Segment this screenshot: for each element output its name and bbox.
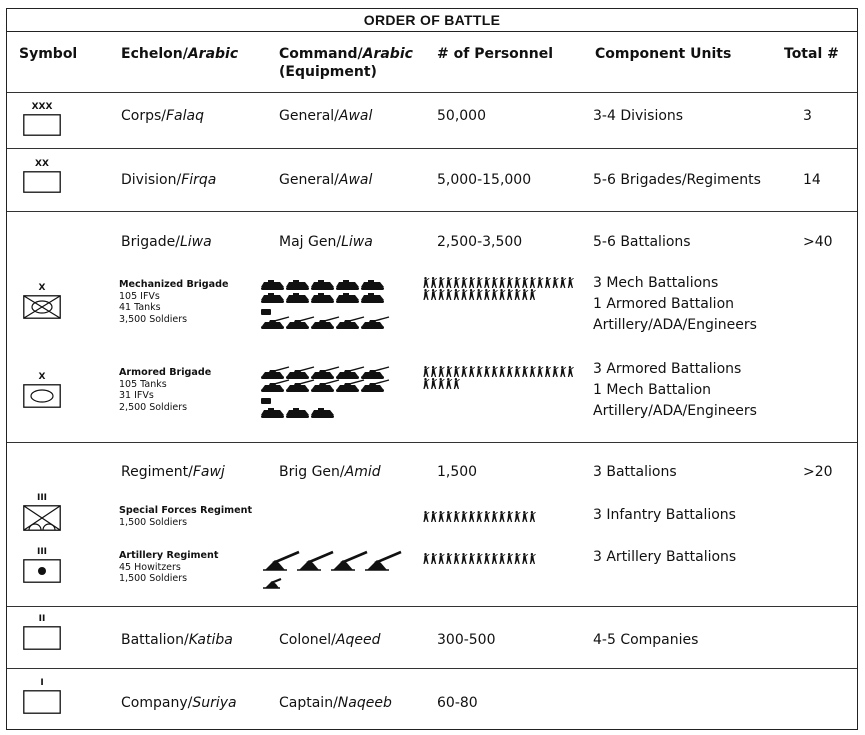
soldier-icon	[446, 378, 452, 389]
soldier-icon	[492, 553, 498, 564]
header-command: Command/Arabic (Equipment)	[279, 46, 413, 80]
partial-vehicle-icon	[261, 309, 271, 315]
battalion-command: Colonel/Aqeed	[279, 632, 381, 648]
division-command: General/Awal	[279, 172, 373, 188]
divider	[7, 442, 857, 443]
brigade-echelon: Brigade/Liwa	[121, 234, 212, 250]
corps-personnel: 50,000	[437, 108, 486, 124]
soldier-icon	[446, 366, 452, 377]
soldier-icon	[499, 366, 505, 377]
soldier-icon	[454, 378, 460, 389]
regiment-command: Brig Gen/Amid	[279, 464, 381, 480]
soldier-icon	[431, 289, 437, 300]
tank-icon	[361, 317, 389, 329]
soldier-icon	[515, 553, 521, 564]
artillery-regiment-soldier-icons	[423, 551, 583, 567]
ifv-icon	[286, 408, 309, 418]
soldier-icon	[507, 277, 513, 288]
corps-echelon: Corps/Falaq	[121, 108, 204, 124]
soldier-icon	[560, 277, 566, 288]
howitzer-icon	[297, 552, 333, 570]
soldier-icon	[515, 366, 521, 377]
header-components: Component Units	[595, 46, 732, 62]
soldier-icon	[530, 277, 536, 288]
soldier-icon	[454, 553, 460, 564]
soldier-icon	[492, 511, 498, 522]
tank-icon	[311, 380, 339, 392]
divider	[7, 211, 857, 212]
armored-brigade-vehicle-icons	[261, 364, 411, 428]
brigade-total: >40	[803, 234, 833, 250]
soldier-icon	[469, 553, 475, 564]
soldier-icon	[553, 277, 559, 288]
company-command: Captain/Naqeeb	[279, 695, 392, 711]
soldier-icon	[431, 553, 437, 564]
soldier-icon	[545, 277, 551, 288]
soldier-icon	[568, 366, 574, 377]
soldier-icon	[484, 366, 490, 377]
corps-components: 3-4 Divisions	[593, 108, 684, 124]
soldier-icon	[530, 289, 536, 300]
brigade-components: 5-6 Battalions	[593, 234, 691, 250]
soldier-icon	[423, 289, 429, 300]
ifv-icon	[361, 293, 384, 303]
soldier-icon	[499, 289, 505, 300]
soldier-icon	[446, 289, 452, 300]
regiment-personnel: 1,500	[437, 464, 478, 480]
ifv-icon	[336, 293, 359, 303]
company-personnel: 60-80	[437, 695, 478, 711]
soldier-icon	[484, 553, 490, 564]
tank-icon	[261, 380, 289, 392]
soldier-icon	[469, 277, 475, 288]
artillery-regiment-info: Artillery Regiment 45 Howitzers 1,500 Soldiers	[119, 550, 219, 584]
soldier-icon	[492, 289, 498, 300]
ifv-icon	[311, 293, 334, 303]
soldier-icon	[454, 511, 460, 522]
order-of-battle-table: ORDER OF BATTLE Symbol Echelon/Arabic Command/Arabic (Equipment) # of Personnel Component Units Total # XXX Corps/Falaq General/Awal 50,000 3-4 Divisions 3 XX Division/Firqa General/Awal 5,000-15,000 5-6 Brigades/Regiments 14 Brigade/Liwa Maj Gen/Liwa 2,500-3,500 5-6 Battalions >40 X Mechanized Brigade 105 IFVs 41 Tanks 3,500 Soldiers 3 Mech Battalions 1 Armored Battalion Artillery/ADA/Engineers X Armored Brigade 105 Tanks 31 IFVs 2,500 Soldiers 3 Armored Battalions 1 Mech Battalion Artillery/ADA/Engineers Regiment/Fawj Brig Gen/Amid 1,500 3 Battalions >20 III Special Forces Regiment 1,500 Soldiers 3 Infantry Battalions III Artillery Regiment 45 Howitzers 1,500 Soldiers 3 Artillery Battalions II Battalion/Katiba Colonel/Aqeed 300-500 4-5 Companies I Company/Suriya Captain/Naqeeb 60-80	[6, 8, 858, 730]
mech-brigade-info: Mechanized Brigade 105 IFVs 41 Tanks 3,500 Soldiers	[119, 279, 229, 325]
battalion-personnel: 300-500	[437, 632, 496, 648]
tank-icon	[261, 367, 289, 379]
soldier-icon	[461, 366, 467, 377]
soldier-icon	[537, 277, 543, 288]
soldier-icon	[522, 553, 528, 564]
division-personnel: 5,000-15,000	[437, 172, 532, 188]
tank-icon	[286, 317, 314, 329]
soldier-icon	[484, 511, 490, 522]
soldier-icon	[446, 277, 452, 288]
soldier-icon	[469, 511, 475, 522]
soldier-icon	[515, 289, 521, 300]
sf-regiment-components: 3 Infantry Battalions	[593, 507, 736, 523]
header-symbol: Symbol	[19, 46, 78, 62]
soldier-icon	[439, 277, 445, 288]
ifv-icon	[361, 280, 384, 290]
brigade-personnel: 2,500-3,500	[437, 234, 523, 250]
brigade-command: Maj Gen/Liwa	[279, 234, 373, 250]
soldier-icon	[477, 289, 483, 300]
tank-icon	[336, 317, 364, 329]
soldier-icon	[499, 277, 505, 288]
soldier-icon	[522, 277, 528, 288]
soldier-icon	[431, 277, 437, 288]
howitzer-icon	[331, 552, 367, 570]
soldier-icon	[454, 366, 460, 377]
soldier-icon	[431, 378, 437, 389]
soldier-icon	[530, 511, 536, 522]
howitzer-icon	[263, 552, 299, 570]
soldier-icon	[423, 378, 429, 389]
tank-icon	[336, 367, 364, 379]
soldier-icon	[454, 289, 460, 300]
soldier-icon	[423, 553, 429, 564]
soldier-icon	[469, 289, 475, 300]
soldier-icon	[545, 366, 551, 377]
soldier-icon	[484, 277, 490, 288]
soldier-icon	[492, 366, 498, 377]
divider	[7, 606, 857, 607]
soldier-icon	[507, 553, 513, 564]
ifv-icon	[261, 293, 284, 303]
tank-icon	[261, 317, 289, 329]
soldier-icon	[446, 553, 452, 564]
soldier-icon	[423, 366, 429, 377]
ifv-icon	[311, 280, 334, 290]
divider	[7, 148, 857, 149]
artillery-howitzer-icons	[263, 546, 413, 592]
battalion-echelon: Battalion/Katiba	[121, 632, 233, 648]
soldier-icon	[522, 511, 528, 522]
soldier-icon	[461, 553, 467, 564]
partial-vehicle-icon	[261, 398, 271, 404]
ifv-icon	[286, 280, 309, 290]
soldier-icon	[469, 366, 475, 377]
soldier-icon	[477, 366, 483, 377]
soldier-icon	[423, 511, 429, 522]
division-echelon: Division/Firqa	[121, 172, 217, 188]
tank-icon	[286, 380, 314, 392]
battalion-components: 4-5 Companies	[593, 632, 699, 648]
corps-total: 3	[803, 108, 812, 124]
soldier-icon	[439, 553, 445, 564]
soldier-icon	[431, 366, 437, 377]
soldier-icon	[439, 289, 445, 300]
company-echelon: Company/Suriya	[121, 695, 237, 711]
tank-icon	[361, 367, 389, 379]
soldier-icon	[492, 277, 498, 288]
tank-icon	[336, 380, 364, 392]
corps-command: General/Awal	[279, 108, 373, 124]
soldier-icon	[522, 289, 528, 300]
divider	[7, 92, 857, 93]
soldier-icon	[461, 277, 467, 288]
soldier-icon	[507, 511, 513, 522]
soldier-icon	[446, 511, 452, 522]
divider	[7, 668, 857, 669]
soldier-icon	[499, 511, 505, 522]
header-echelon: Echelon/Arabic	[121, 46, 239, 62]
regiment-echelon: Regiment/Fawj	[121, 464, 225, 480]
soldier-icon	[515, 277, 521, 288]
soldier-icon	[461, 289, 467, 300]
tank-icon	[311, 367, 339, 379]
soldier-icon	[477, 553, 483, 564]
howitzer-icon	[365, 552, 401, 570]
tank-icon	[286, 367, 314, 379]
ifv-icon	[286, 293, 309, 303]
soldier-icon	[439, 378, 445, 389]
soldier-icon	[553, 366, 559, 377]
table-title: ORDER OF BATTLE	[7, 9, 857, 32]
ifv-icon	[261, 408, 284, 418]
armored-brigade-info: Armored Brigade 105 Tanks 31 IFVs 2,500 Soldiers	[119, 367, 212, 413]
soldier-icon	[537, 366, 543, 377]
regiment-total: >20	[803, 464, 833, 480]
header-total: Total #	[784, 46, 839, 62]
soldier-icon	[484, 289, 490, 300]
soldier-icon	[522, 366, 528, 377]
ifv-icon	[261, 280, 284, 290]
division-components: 5-6 Brigades/Regiments	[593, 172, 761, 188]
armored-brigade-components: 3 Armored Battalions 1 Mech Battalion Artillery/ADA/Engineers	[593, 361, 757, 419]
artillery-regiment-components: 3 Artillery Battalions	[593, 549, 737, 565]
soldier-icon	[568, 277, 574, 288]
armored-brigade-soldier-icons	[423, 364, 583, 394]
soldier-icon	[477, 511, 483, 522]
soldier-icon	[560, 366, 566, 377]
ifv-icon	[336, 280, 359, 290]
tank-icon	[361, 380, 389, 392]
ifv-icon	[311, 408, 334, 418]
sf-regiment-soldier-icons	[423, 509, 583, 525]
mech-brigade-soldier-icons	[423, 275, 583, 305]
soldier-icon	[431, 511, 437, 522]
soldier-icon	[530, 553, 536, 564]
soldier-icon	[423, 277, 429, 288]
soldier-icon	[515, 511, 521, 522]
soldier-icon	[507, 366, 513, 377]
soldier-icon	[477, 277, 483, 288]
soldier-icon	[499, 553, 505, 564]
tank-icon	[311, 317, 339, 329]
soldier-icon	[439, 366, 445, 377]
regiment-components: 3 Battalions	[593, 464, 677, 480]
sf-regiment-info: Special Forces Regiment 1,500 Soldiers	[119, 505, 253, 528]
partial-howitzer-icon	[263, 579, 281, 588]
soldier-icon	[507, 289, 513, 300]
mech-brigade-components: 3 Mech Battalions 1 Armored Battalion Artillery/ADA/Engineers	[593, 275, 757, 333]
soldier-icon	[439, 511, 445, 522]
division-total: 14	[803, 172, 821, 188]
mech-brigade-vehicle-icons	[261, 275, 411, 339]
soldier-icon	[454, 277, 460, 288]
soldier-icon	[530, 366, 536, 377]
soldier-icon	[461, 511, 467, 522]
header-personnel: # of Personnel	[437, 46, 554, 62]
